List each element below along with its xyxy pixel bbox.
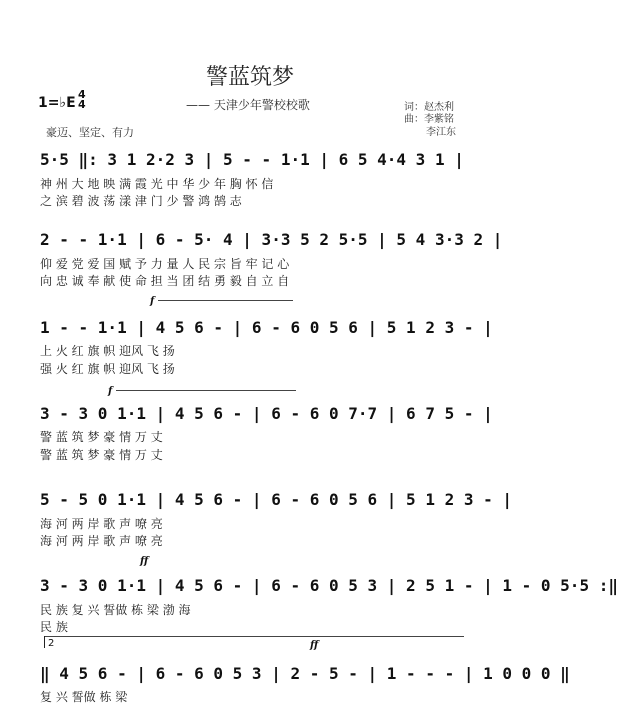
key-signature: 1=♭E: [38, 95, 76, 111]
dynamic-mark-6: ff: [140, 556, 149, 567]
lyrics-line-7a: 复 兴 誓做 栋 梁: [40, 690, 128, 704]
notation-line-1: 5·5 ‖: 3 1 2·2 3 | 5 - - 1·1 | 6 5 4·4 3 1 |: [40, 150, 464, 169]
volta-number: 2: [48, 638, 55, 649]
subtitle: —— 天津少年警校校歌: [186, 98, 310, 112]
composer-credit-2: 李江东: [426, 127, 456, 138]
lyrics-line-2b: 向 忠 诚 奉 献 使 命 担 当 团 结 勇 毅 自 立 自: [40, 274, 290, 288]
lyrics-line-4b: 警 蓝 筑 梦 豪 情 万 丈: [40, 448, 163, 462]
notation-line-3: 1 - - 1·1 | 4 5 6 - | 6 - 6 0 5 6 | 5 1 2 3 - |: [40, 318, 493, 337]
notation-line-6: 3 - 3 0 1·1 | 4 5 6 - | 6 - 6 0 5 3 | 2 5 1 - | 1 - 0 5·5 :‖: [40, 576, 618, 595]
lyrics-line-5b: 海 河 两 岸 歌 声 嘹 亮: [40, 534, 163, 548]
notation-line-2: 2 - - 1·1 | 6 - 5· 4 | 3·3 5 2 5·5 | 5 4 3·3 2 |: [40, 230, 503, 249]
lyrics-line-4a: 警 蓝 筑 梦 豪 情 万 丈: [40, 430, 163, 444]
lyrics-line-5a: 海 河 两 岸 歌 声 嘹 亮: [40, 517, 163, 531]
composer-credit: 曲：李紫铭: [404, 114, 454, 125]
lyricist-credit: 词：赵杰利: [404, 102, 454, 113]
lyrics-line-6a: 民 族 复 兴 誓做 栋 梁 渤 海: [40, 603, 191, 617]
lyrics-line-3a: 上 火 红 旗 帜 迎风 飞 扬: [40, 344, 175, 358]
dynamic-mark-3: f: [150, 296, 155, 307]
notation-line-7: ‖ 4 5 6 - | 6 - 6 0 5 3 | 2 - 5 - | 1 - - - | 1 0 0 0 ‖: [40, 664, 570, 683]
crescendo-hairpin: [116, 390, 296, 391]
lyrics-line-3b: 强 火 红 旗 帜 迎风 飞 扬: [40, 362, 175, 376]
time-top: 4: [78, 88, 86, 101]
time-bottom: 4: [78, 98, 86, 111]
dynamic-mark-4: f: [108, 386, 113, 397]
notation-line-4: 3 - 3 0 1·1 | 4 5 6 - | 6 - 6 0 7·7 | 6 7 5 - |: [40, 404, 493, 423]
notation-line-5: 5 - 5 0 1·1 | 4 5 6 - | 6 - 6 0 5 6 | 5 1 2 3 - |: [40, 490, 513, 509]
dynamic-mark-7: ff: [310, 640, 319, 651]
time-signature: [78, 90, 86, 110]
page-title: 警蓝筑梦: [205, 65, 294, 90]
volta-bracket: [44, 636, 464, 637]
lyrics-line-2a: 仰 爱 党 爱 国 赋 予 力 量 人 民 宗 旨 牢 记 心: [40, 257, 290, 271]
lyrics-line-1b: 之 滨 碧 波 荡 漾 津 门 少 警 鸿 鹄 志: [40, 194, 242, 208]
lyrics-line-1a: 神 州 大 地 映 满 霞 光 中 华 少 年 胸 怀 信: [40, 177, 274, 191]
volta-bracket-left: [44, 636, 45, 648]
lyrics-line-6b: 民 族: [40, 620, 68, 634]
tempo-marking: 豪迈、坚定、有力: [46, 126, 134, 139]
crescendo-hairpin: [158, 300, 293, 301]
